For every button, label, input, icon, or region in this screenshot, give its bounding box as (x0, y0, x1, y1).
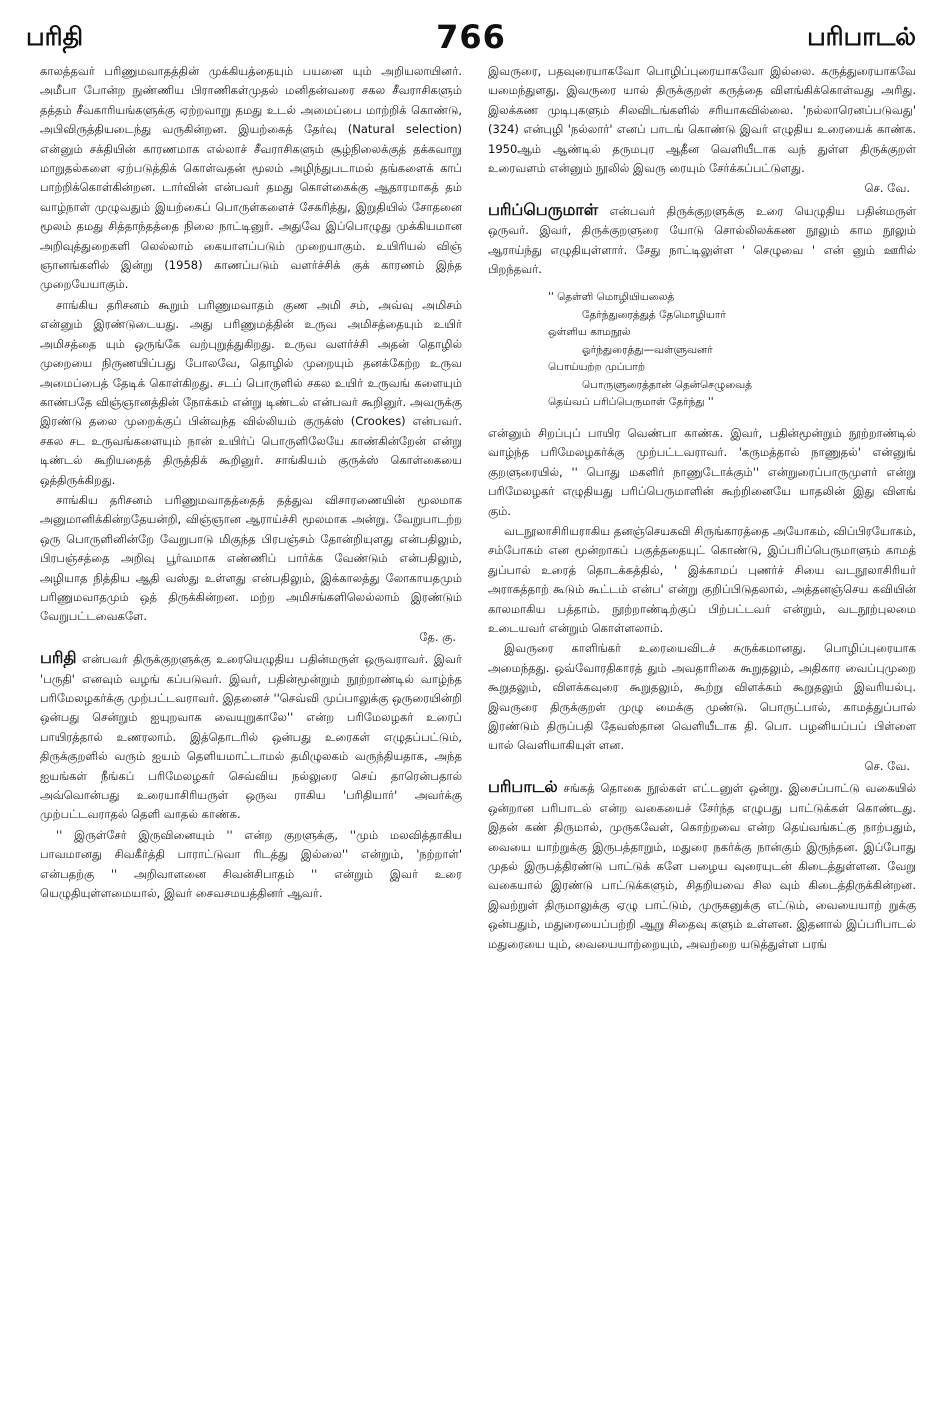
paragraph: இவருரை காளிங்கர் உரையைவிடச் சுருக்கமானது. பொழிப்புரையாக அமைந்தது. ஒவ்வோரதிகாரத் தும் அவதாரிகை கூறுதலும், அதிகார வைப்புமுறை கூறுதலும், விளக்கவுரை கூறுதலும், கூற்று விளக்கம் கூறுதலும் இவரியல்பு. இவருரை திருக்குறள் முழு மைக்கு முண்டு. பொருட்பால், காமத்துப்பால் இரண்டும் திருப்பதி தேவஸ்தான வெளியீடாக தி. பொ. பழனியப்பப் பிள்ளை யால் வெளியாகியுள் ளன. (488, 641, 916, 753)
entry-paragraph (488, 777, 916, 954)
entry-heading: பரிப்பெருமாள் (488, 199, 599, 219)
running-head-left: பரிதி (26, 22, 84, 51)
verse-line: ஒள்ளிய காமநூல் (548, 326, 631, 339)
author-initials: செ. வே. (864, 181, 910, 196)
verse-line: ஓர்ந்துரைத்து—வள்ளுவனர் (582, 343, 713, 356)
entry-paragraph (40, 648, 462, 825)
entry-paragraph (488, 200, 916, 280)
verse-line: பொய்யற்ற முப்பாற் (548, 361, 646, 374)
page-header (26, 18, 916, 58)
page-number: 766 (436, 18, 506, 56)
entry-heading: பரிபாடல் (488, 777, 558, 797)
author-initials: தே. கு. (419, 629, 456, 644)
paragraph: வடநூலாசிரியராகிய தனஞ்செயகவி சிருங்காரத்தை அயோகம், விப்பிரயோகம், சம்போகம் என மூன்றாகப் பகுத்ததையுட் கொண்டு, இப்பரிப்பெருமாளும் காமத் துப்பால் உரைத் தொடக்கத்தில், ' இக்காமப் புணர்ச் சியை வடநூலாசிரியர் அராகத்தாற் கூடும் கூட்டம் என்ப' என்று குறிப்பிடுதலால், அத்தனஞ்செய கவியின் காலமாகிய பத்தாம். நூற்றாண்டிற்குப் பிற்பட்டவர் என்றும், வடநூற்புலமை உடையவர் என்றும் கொள்ளலாம். (488, 524, 916, 636)
right-column (488, 62, 916, 1414)
verse-line: '' தெள்ளி மொழியியலைத் (548, 291, 675, 304)
verse-line: தேர்ந்துரைத்துத் தேமொழியார் (582, 308, 726, 321)
paragraph: இவருரை, பதவுரையாகவோ பொழிப்புரையாகவோ இல்லை. கருத்துரையாகவே யமைந்துளது. இவருரை யால் திருக்குறள் கருத்தை விளங்கிக்கொள்வது அரிது. இலக்கண முடிபுகளும் சிலவிடங்களில் சரியாகவில்லை. 'நல்லாரெனப்படுவது' (324) என்புழி 'நல்லார்' எனப் பாடங் கொண்டு இவர் எழுதிய உரையைக் காண்க. 1950ஆம் ஆண்டில் தருமபுர ஆதீன வெளியீடாக வந் துள்ள திருக்குறள் உரைவளம் என்னும் நூலில் இவரு ரையும் சேர்க்கப்பட்டுளது. (488, 64, 916, 176)
paragraph: காலத்தவர் பரிணுமவாதத்தின் முக்கியத்தையும் பயனை யும் அறியலாயினர். அமீபா போன்ற நுண்ணிய பிராணிகள்முதல் மனிதன்வரை சகல சீவராசிகளும் தத்தம் சீவகாரியங்களுக்கு ஏற்றவாறு தமது உடல் அமைப்பை மாற்றிக் கொண்டு, அபிவிருத்தியடைந்து வருகின்றன. இயற்கைத் தேர்வு (Natural selection) என்னும் சக்தியின் காரணமாக எல்லாச் சீவராசிகளும் சூழ்நிலைக்குத் தக்கவாறு மாறுதல்களை ஏற்படுத்திக் கொள்வதன் மூலம் அழிந்துபடாமல் தங்களைக் காப் பாற்றிக்கொள்கின்றன. டார்வின் என்பவர் தமது கொள்கைக்கு ஆதாரமாகத் தம் வாழ்நாள் முழுவதும் இயற்கைப் பொருள்களைச் சேகரித்து, இறுதியில் சோதனை மூலம் தமது சித்தாந்தத்தை நிலை நாட்டினுர். அதுவே இப்பொழுது முக்கியமான அறிவுத்துறைகளி லெல்லாம் கையாளப்படும் முறையாகும். உயிரியல் விஞ் ஞானங்களில் இன்று (1958) காணப்படும் வளர்ச்சிக் குக் காரணம் இந்த முறையேயாகும். (40, 64, 462, 292)
paragraph: என்னும் சிறப்புப் பாயிர வெண்பா காண்க. இவர், பதின்மூன்றும் நூற்றாண்டில் வாழ்ந்த பரிமேலழகர்க்கு முற்பட்டவராவர். 'கருமத்தால் நாணுதல்' என்னுங் குறளுரையில், '' பொது மகளிர் நாணுடோக்கும்'' என்றுரைப்பாருமுளர் என்று பரிமேலழகர் எழுதியது பரிப்பெருமாளின் கூற்றினையே யாதலின் இது விளங் கும். (488, 425, 916, 518)
left-column (40, 62, 462, 1414)
verse-line: பொருளுரைத்தான் தென்செழுவைத் (582, 378, 753, 391)
entry-text: என்பவர் திருக்குறளுக்கு உரை யெழுதிய பதின்மருள் ஒருவர். இவர், திருக்குறளுரை யோடு சொல்லிலக்கண நூலும் காம நூலும் ஆராய்ந்து எழுதியுள்ளார். சேது நாட்டிலுள்ள ' செழுவை ' என் னும் ஊரில் பிறந்தவர். (488, 203, 916, 277)
verse-quote (548, 289, 916, 412)
running-head-right: பரிபாடல் (807, 22, 916, 51)
author-initials: செ. வே. (864, 758, 910, 773)
verse-line: தெய்வப் பரிப்பெருமாள் தேர்ந்து '' (548, 396, 714, 409)
entry-heading: பரிதி (40, 648, 77, 668)
paragraph: சாங்கிய தரிசனம் பரிணுமவாதத்தைத் தத்துவ விசாரணையின் மூலமாக அனுமானிக்கின்றதேயன்றி, விஞ்ஞான ஆராய்ச்சி மூலமாக அன்று. வேறுபாடற்ற ஒரு பொருளினின்றே வேறுபாடு மிகுந்த பிரபஞ்சம் தோன்றியுளது என்பதிலும், பிரபஞ்சத்தை அறிவு பூர்வமாக எண்ணிப் பார்க்க வேண்டும் என்பதிலும், அழியாத நித்திய ஆதி வஸ்து உள்ளது என்பதிலும், இக்காலத்து லோகாயதமும் பரிணுமவாதமும் ஒத் திருக்கின்றன. மற்ற அமிசங்களிலெல்லாம் இரண்டும் வேறுபட்டவைகளே. (40, 492, 462, 624)
paragraph: '' இருள்சேர் இருவினையும் '' என்ற குறளுக்கு, ''மும் மலவித்தாகிய பாவமானது சிவகீர்த்தி பாராட்டுவா ரிடத்து இல்லை'' என்றும், 'நற்றாள்' என்பதற்கு '' அறிவாளனை சிவன்சிபாதம் '' என்றும் இவர் உரை யெழுதியுள்ளமையால், இவர் சைவசமயத்தினர் ஆவர். (40, 827, 462, 901)
entry-text: சங்கத் தொகை நூல்கள் எட்டனுள் ஒன்று. இசைப்பாட்டு வகையில் ஒன்றான பரிபாடல் என்ற வகையைச் சேர்ந்த எழுபது பாட்டுக்கள் கொண்டது. இதன் கண் திருமால், முருகவேள், கொற்றவை என்ற தெய்வங்கட்கு நாற்பதும், வையை யாற்றுக்கு இருபத்தாறும், மதுரை நகர்க்கு நான்கும் இருந்தன. இப்போது முதல் இருபத்திரண்டு பாட்டுக் களே பழைய வுரையுடன் கிடைத்துள்ளன. வேறு வகையால் இரண்டு பாட்டுக்களும், சிதறியவை சில வும் கிடைத்திருக்கின்றன. இவற்றுள் திருமாலுக்கு ஏழு பாட்டும், முருகனுக்கு எட்டும், வையையாற் றுக்கு ஒன்பதும், மதுரையைப்பற்றி ஆறு சிதைவு களும் உள்ளன. இதனால் இப்பரிபாடல் மதுரையை யும், வையையாற்றையும், அவற்றை யடுத்துள்ள பரங் (488, 781, 916, 951)
entry-text: என்பவர் திருக்குறளுக்கு உரையெழுதிய பதின்மருள் ஒருவராவர். இவர் 'பருதி' எனவும் வழங் கப்படுவர். இவர், பதின்மூன்றும் நூற்றாண்டில் வாழ்ந்த பரிமேலழகர்க்கு முற்பட்டவராவர். இதனைச் ''செவ்வி முப்பாலுக்கு ஒருரையின்றி ஒன்பது சென்றும் ஐயுறவாக வையுறுகாலே'' என்ற பரிமேலழகர் உரைப் பாயிரத்தால் உணரலாம். இத்தொடரில் ஒன்பது உரைகள் எழுதப்பட்டும், திருக்குறளில் வரும் ஐயம் தெளியமாட்டாமல் தமிழுலகம் வருந்தியதாக, அந்த ஐயங்கள் நீங்கப் பரிமேலழகர் செவ்விய நல்லுரை செய் தாரென்பதால் அவ்வொன்பது உரையாசிரியருள் ஒருவ ராகிய 'பரிதியார்' அவர்க்கு முற்பட்டவராதல் தெளி வாதல் காண்க. (40, 652, 462, 822)
paragraph: சாங்கிய தரிசனம் கூறும் பரிணுமவாதம் குண அமி சம், அவ்வு அமிசம் என்னும் இரண்டுடையது. அது பரிணுமத்தின் உருவ அமிசத்தையும் உயிர் அமிசத்தை யும் ஒருங்கே வற்புறுத்துகிறது. உருவ வளர்ச்சி அதன் தொழில் முறையை நிருணயிப்பது போலவே, தொழில் முறையும் தனக்கேற்ற உருவ அமைப்பைத் தேடிக் கொள்கிறது. சடப் பொருளில் சகல உயிர் உருவங் களையும் காண்பதே விஞ்ஞானத்தின் நோக்கம் என்று டிண்டல் என்பவர் கூறினுர். அவருக்கு இரண்டு தலை முறைக்குப் பின்வந்த வில்லியம் குருக்ஸ் (Crookes) என்பவர். சகல சட உருவங்களையும் நான் உயிர்ப் பொருளிலேயே காண்கின்றேன் என்று டிண்டல் கூறியதைத் திருத்திக் கூறினுர். சாங்கியம் குருக்ஸ் கொள்கையை ஒத்திருக்கிறது. (40, 297, 462, 487)
